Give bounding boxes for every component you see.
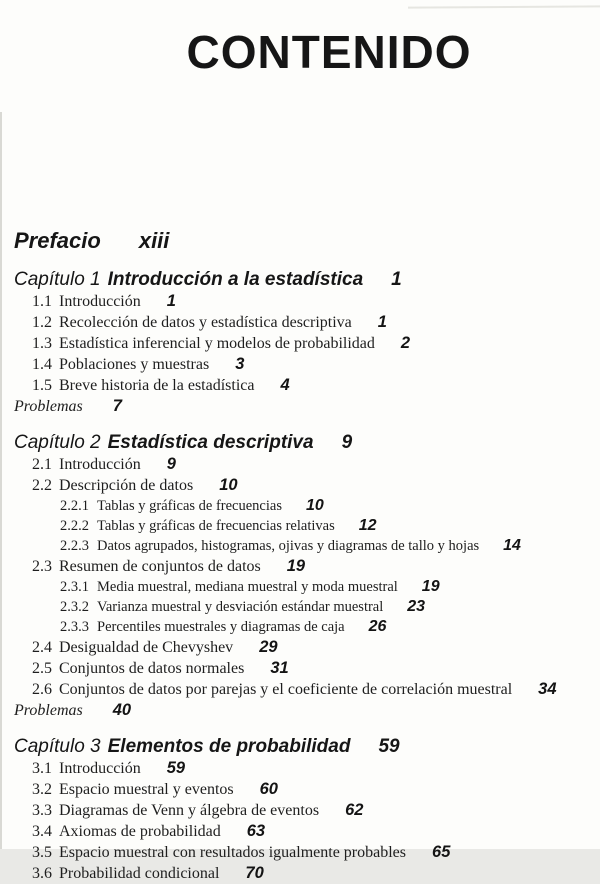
section-page-number: 19 — [286, 557, 306, 575]
section-list — [0, 291, 600, 417]
section-page-number: 62 — [345, 801, 364, 819]
chapter-label: Capítulo 2 — [14, 432, 101, 453]
section-number: 2.3 — [32, 558, 52, 575]
chapter-heading — [14, 431, 600, 454]
section-number: 2.3.3 — [60, 619, 89, 635]
toc-entry — [0, 291, 600, 312]
chapter-list — [0, 268, 600, 884]
chapter-block — [0, 735, 600, 884]
section-page-number: 10 — [219, 476, 238, 494]
section-title: Conjuntos de datos por parejas y el coeficiente de correlación muestral — [59, 681, 513, 698]
section-number: 3.3 — [32, 802, 52, 819]
toc-entry — [0, 354, 600, 375]
toc-entry — [0, 637, 600, 658]
toc-entry — [0, 475, 600, 496]
section-title: Desigualdad de Chevyshev — [59, 639, 234, 656]
section-title: Estadística inferencial y modelos de probabilidad — [59, 335, 375, 352]
section-number: 2.4 — [32, 639, 52, 656]
section-page-number: 70 — [245, 864, 264, 882]
section-number: 1.5 — [32, 377, 52, 394]
section-title: Percentiles muestrales y diagramas de caja — [97, 619, 345, 635]
section-title: Resumen de conjuntos de datos — [59, 558, 261, 575]
prefacio-page-number: xiii — [138, 228, 170, 253]
toc-entry — [0, 821, 600, 842]
section-page-number: 63 — [246, 822, 266, 840]
scan-edge-artifact-left — [0, 112, 2, 849]
toc-entry — [0, 758, 600, 779]
section-title: Introducción — [59, 760, 141, 777]
problemas-page-number: 40 — [112, 701, 132, 719]
chapter-title: Elementos de probabilidad — [107, 736, 351, 757]
chapter-page-number: 59 — [378, 736, 400, 757]
chapter-block — [0, 431, 600, 721]
section-title: Descripción de datos — [59, 477, 194, 494]
section-number: 2.2.2 — [60, 518, 89, 534]
section-number: 2.1 — [32, 456, 52, 473]
toc-entry — [0, 779, 600, 800]
toc-entry — [0, 312, 600, 333]
section-page-number: 14 — [503, 537, 521, 554]
section-list — [0, 454, 600, 721]
toc-entry — [0, 658, 600, 679]
toc-entry — [0, 454, 600, 475]
toc-entry — [0, 800, 600, 821]
section-number: 2.5 — [32, 660, 52, 677]
section-page-number: 4 — [280, 376, 290, 394]
section-number: 1.1 — [32, 293, 52, 310]
chapter-heading — [14, 735, 600, 758]
section-page-number: 3 — [235, 355, 245, 373]
section-number: 1.3 — [32, 335, 52, 352]
section-page-number: 1 — [166, 292, 176, 310]
section-number: 3.5 — [32, 844, 52, 861]
section-number: 1.4 — [32, 356, 52, 373]
section-title: Poblaciones y muestras — [59, 356, 210, 373]
section-title: Varianza muestral y desviación estándar muestral — [97, 599, 384, 615]
section-number: 2.6 — [32, 681, 52, 698]
section-page-number: 65 — [432, 843, 451, 861]
toc-entry — [0, 375, 600, 396]
section-title: Probabilidad condicional — [59, 865, 220, 882]
chapter-title: Estadística descriptiva — [107, 432, 314, 453]
section-page-number: 9 — [166, 455, 176, 473]
section-title: Breve historia de la estadística — [59, 377, 255, 394]
page-title: CONTENIDO — [186, 26, 472, 78]
section-page-number: 12 — [358, 517, 377, 534]
chapter-label: Capítulo 1 — [14, 269, 101, 290]
section-page-number: 10 — [305, 497, 324, 514]
section-title: Datos agrupados, histogramas, ojivas y diagramas de tallo y hojas — [97, 538, 480, 554]
toc-entry — [0, 536, 600, 556]
chapter-label: Capítulo 3 — [14, 736, 101, 757]
section-number: 2.2.3 — [60, 538, 89, 554]
section-title: Media muestral, mediana muestral y moda muestral — [97, 579, 398, 595]
chapter-block — [0, 268, 600, 417]
problemas-entry — [14, 396, 600, 417]
section-page-number: 59 — [166, 759, 186, 777]
section-title: Tablas y gráficas de frecuencias — [97, 498, 282, 514]
prefacio-label: Prefacio — [14, 228, 101, 253]
toc-entry — [0, 556, 600, 577]
chapter-page-number: 1 — [391, 269, 402, 290]
section-page-number: 34 — [538, 680, 557, 698]
problemas-label: Problemas — [14, 702, 83, 719]
toc-entry — [0, 863, 600, 884]
problemas-page-number: 7 — [112, 397, 122, 415]
toc-entry — [0, 333, 600, 354]
section-list — [0, 758, 600, 884]
section-number: 1.2 — [32, 314, 52, 331]
section-number: 2.3.2 — [60, 599, 89, 615]
section-title: Espacio muestral con resultados igualmente probables — [59, 844, 407, 861]
section-number: 2.2 — [32, 477, 52, 494]
toc-entry — [0, 617, 600, 637]
toc-entry — [0, 597, 600, 617]
section-page-number: 2 — [400, 334, 411, 352]
section-page-number: 26 — [368, 618, 387, 635]
toc-entry — [0, 679, 600, 700]
chapter-page-number: 9 — [341, 432, 353, 453]
section-title: Conjuntos de datos normales — [59, 660, 245, 677]
prefacio-entry — [14, 228, 600, 254]
section-title: Axiomas de probabilidad — [59, 823, 221, 840]
section-page-number: 31 — [270, 659, 289, 677]
toc-entry — [0, 516, 600, 536]
problemas-entry — [14, 700, 600, 721]
section-number: 3.6 — [32, 865, 52, 882]
toc-entry — [0, 577, 600, 597]
section-number: 2.3.1 — [60, 579, 89, 595]
section-number: 2.2.1 — [60, 498, 89, 514]
section-title: Diagramas de Venn y álgebra de eventos — [59, 802, 320, 819]
section-title: Recolección de datos y estadística descriptiva — [59, 314, 352, 331]
toc-entry — [0, 496, 600, 516]
section-title: Espacio muestral y eventos — [59, 781, 234, 798]
section-page-number: 60 — [259, 780, 278, 798]
toc-entry — [0, 842, 600, 863]
section-page-number: 23 — [407, 598, 426, 615]
problemas-label: Problemas — [14, 398, 83, 415]
chapter-heading — [14, 268, 600, 291]
chapter-title: Introducción a la estadística — [107, 269, 364, 290]
section-number: 3.1 — [32, 760, 52, 777]
section-number: 3.4 — [32, 823, 52, 840]
section-title: Introducción — [59, 293, 141, 310]
section-page-number: 1 — [377, 313, 387, 331]
section-title: Introducción — [59, 456, 141, 473]
section-page-number: 29 — [259, 638, 278, 656]
section-page-number: 19 — [421, 578, 440, 595]
section-number: 3.2 — [32, 781, 52, 798]
section-title: Tablas y gráficas de frecuencias relativas — [97, 518, 335, 534]
